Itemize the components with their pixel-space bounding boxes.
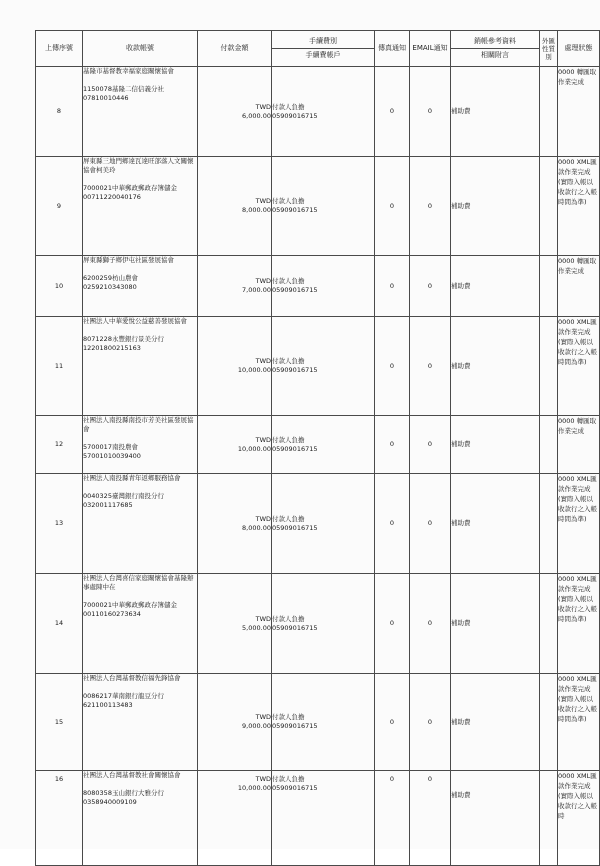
fee-account: 05909016715 <box>272 111 318 120</box>
row-seq: 12 <box>36 416 83 474</box>
row-fee <box>272 67 375 157</box>
row-account <box>83 157 198 256</box>
row-memo: 補助費 <box>451 574 540 674</box>
fee-account: 05909016715 <box>272 444 318 453</box>
row-status: 0000 XML匯款作業完成(實際入帳以收款行之入帳時間為準) <box>558 674 600 771</box>
row-fee <box>272 674 375 771</box>
row-fee <box>272 771 375 866</box>
fee-account: 05909016715 <box>272 784 318 792</box>
payee-account-number: 00110160273634 <box>83 610 141 618</box>
row-account <box>83 67 198 157</box>
row-fee <box>272 317 375 416</box>
row-foreign <box>540 157 558 256</box>
row-account <box>83 416 198 474</box>
row-foreign <box>540 474 558 574</box>
payee-bank: 7000021中華郵政郵政存簿儲金 <box>83 601 177 609</box>
currency: TWD <box>255 197 271 205</box>
header-fee-type: 手續費別 <box>272 35 374 49</box>
row-account <box>83 771 198 866</box>
row-fee <box>272 157 375 256</box>
row-foreign <box>540 67 558 157</box>
header-fax: 傳真通知 <box>375 31 410 67</box>
table-row <box>36 416 600 474</box>
row-fee <box>272 256 375 317</box>
payee-name: 屏東縣三地門鄉達瓦達旺部落人文關懷協會柯美玲 <box>83 157 194 174</box>
header-fee <box>272 31 375 67</box>
row-email: 0 <box>410 771 451 866</box>
fee-account: 05909016715 <box>272 366 318 374</box>
payee-name: 基隆市基督教幸福家庭關懷協會 <box>83 67 174 75</box>
row-status: 0000 轉匯取作業完成 <box>558 416 600 474</box>
row-seq: 13 <box>36 474 83 574</box>
payee-account-number: 00711220040176 <box>83 193 141 201</box>
fee-payer: 付款人負擔 <box>272 614 305 623</box>
currency: TWD <box>255 713 271 721</box>
row-email: 0 <box>410 157 451 256</box>
row-foreign <box>540 416 558 474</box>
table-row <box>36 674 600 771</box>
fee-account: 05909016715 <box>272 722 318 730</box>
amount-value: 9,000.00 <box>242 722 271 730</box>
row-account <box>83 317 198 416</box>
row-status: 0000 轉匯取作業完成 <box>558 67 600 157</box>
row-amount <box>198 157 272 256</box>
payee-bank: 7000021中華郵政郵政存簿儲金 <box>83 184 177 192</box>
header-status: 處理狀態 <box>558 31 600 67</box>
payee-name: 社團法人南投縣青年返鄉服務協會 <box>83 474 181 482</box>
row-fax: 0 <box>375 67 410 157</box>
amount-value: 10,000.00 <box>237 444 271 453</box>
row-seq: 14 <box>36 574 83 674</box>
row-foreign <box>540 256 558 317</box>
currency: TWD <box>255 277 271 285</box>
header-foreign: 外匯性質別 <box>540 31 558 67</box>
amount-value: 10,000.00 <box>237 366 271 374</box>
row-seq: 8 <box>36 67 83 157</box>
header-seq: 上傳序號 <box>36 31 83 67</box>
row-seq: 11 <box>36 317 83 416</box>
currency: TWD <box>255 357 271 365</box>
table-row <box>36 67 600 157</box>
header-row <box>36 31 600 67</box>
payee-name: 屏東縣獅子鄉伊屯社區發展協會 <box>83 256 174 264</box>
payee-bank: 0040325臺灣銀行南投分行 <box>83 492 164 500</box>
amount-value: 10,000.00 <box>237 784 271 792</box>
row-memo: 補助費 <box>451 474 540 574</box>
fee-account: 05909016715 <box>272 623 318 632</box>
row-fee <box>272 416 375 474</box>
row-amount <box>198 256 272 317</box>
row-amount <box>198 771 272 866</box>
payee-name: 社團法人中華愛悅公益慈善發展協會 <box>83 317 187 325</box>
payee-bank: 8071228永豐銀行景美分行 <box>83 335 164 343</box>
row-memo: 補助費 <box>451 157 540 256</box>
table-row <box>36 157 600 256</box>
row-amount <box>198 317 272 416</box>
row-fax: 0 <box>375 317 410 416</box>
row-amount <box>198 474 272 574</box>
fee-payer: 付款人負擔 <box>272 277 305 285</box>
row-status: 0000 XML匯款作業完成(實際入帳以收款行之入帳時間為準) <box>558 574 600 674</box>
row-fee <box>272 574 375 674</box>
payee-bank: 1150078基隆二信信義分社 <box>83 85 164 93</box>
row-email: 0 <box>410 317 451 416</box>
row-fax: 0 <box>375 256 410 317</box>
payee-account-number: 0259210343080 <box>83 283 137 291</box>
row-fax: 0 <box>375 474 410 574</box>
currency: TWD <box>255 435 271 444</box>
payee-account-number: 07810010446 <box>83 94 129 102</box>
currency: TWD <box>255 514 271 523</box>
row-seq: 10 <box>36 256 83 317</box>
row-email: 0 <box>410 674 451 771</box>
fee-payer: 付款人負擔 <box>272 713 305 721</box>
payee-account-number: 12201800215163 <box>83 344 141 352</box>
row-amount <box>198 416 272 474</box>
payee-account-number: 621100113483 <box>83 701 133 709</box>
row-memo: 補助費 <box>451 771 540 866</box>
row-foreign <box>540 771 558 866</box>
table-row <box>36 771 600 866</box>
row-foreign <box>540 574 558 674</box>
fee-account: 05909016715 <box>272 523 318 532</box>
row-account <box>83 256 198 317</box>
row-amount <box>198 574 272 674</box>
payee-account-number: 0358940009109 <box>83 798 137 806</box>
row-status: 0000 XML匯款作業完成(實際入帳以收款行之入帳時間為準) <box>558 317 600 416</box>
header-account: 收款帳號 <box>83 31 198 67</box>
amount-value: 5,000.00 <box>242 623 271 632</box>
fee-payer: 付款人負擔 <box>272 435 305 444</box>
fee-payer: 付款人負擔 <box>272 357 305 365</box>
header-amount: 付款金額 <box>198 31 272 67</box>
row-account <box>83 674 198 771</box>
row-status: 0000 XML匯款作業完成(實際入帳以收款行之入帳時 <box>558 771 600 866</box>
payee-bank: 8080358玉山銀行大雅分行 <box>83 789 164 797</box>
currency: TWD <box>255 775 271 783</box>
row-fax: 0 <box>375 157 410 256</box>
payee-bank: 0086217華南銀行龍豆分行 <box>83 692 164 700</box>
row-fax: 0 <box>375 574 410 674</box>
fee-payer: 付款人負擔 <box>272 514 305 523</box>
row-fax: 0 <box>375 416 410 474</box>
payee-name: 社團法人台灣喜信家庭關懷協會基隆辦事處陳中在 <box>83 574 194 591</box>
fee-account: 05909016715 <box>272 286 318 294</box>
row-memo: 補助費 <box>451 256 540 317</box>
row-email: 0 <box>410 256 451 317</box>
row-status: 0000 XML匯款作業完成(實際入帳以收款行之入帳時間為準) <box>558 474 600 574</box>
payee-account-number: 032001117685 <box>83 501 133 509</box>
row-email: 0 <box>410 67 451 157</box>
row-fax: 0 <box>375 674 410 771</box>
row-fee <box>272 474 375 574</box>
header-fee-account: 手續費帳戶 <box>305 51 341 59</box>
row-memo: 補助費 <box>451 67 540 157</box>
header-email: EMAIL通知 <box>410 31 451 67</box>
row-seq: 9 <box>36 157 83 256</box>
fee-payer: 付款人負擔 <box>272 102 305 111</box>
row-account <box>83 574 198 674</box>
header-memo-ref: 銷帳參考資料 <box>451 35 539 49</box>
row-account <box>83 474 198 574</box>
fee-payer: 付款人負擔 <box>272 775 305 783</box>
row-seq: 16 <box>36 771 83 866</box>
row-foreign <box>540 317 558 416</box>
amount-value: 8,000.00 <box>242 206 271 214</box>
fee-account: 05909016715 <box>272 206 318 214</box>
payee-account-number: 57001010039400 <box>83 452 141 460</box>
row-email: 0 <box>410 416 451 474</box>
row-fax: 0 <box>375 771 410 866</box>
payment-ledger-table <box>35 30 600 866</box>
payee-name: 社團法人南投縣南投市芳美社區發展協會 <box>83 416 194 433</box>
row-status: 0000 XML匯款作業完成(實際入帳以收款行之入帳時間為準) <box>558 157 600 256</box>
amount-value: 6,000.00 <box>242 111 271 120</box>
fee-payer: 付款人負擔 <box>272 197 305 205</box>
table-row <box>36 317 600 416</box>
header-memo-note: 相關附言 <box>481 51 509 59</box>
row-memo: 補助費 <box>451 416 540 474</box>
currency: TWD <box>255 614 271 623</box>
table-row <box>36 574 600 674</box>
payee-name: 社團法人台灣基督教社會關懷協會 <box>83 771 181 779</box>
row-status: 0000 轉匯取作業完成 <box>558 256 600 317</box>
amount-value: 8,000.00 <box>242 523 271 532</box>
payee-bank: 6200259枋山農會 <box>83 274 138 282</box>
row-email: 0 <box>410 574 451 674</box>
row-amount <box>198 674 272 771</box>
payee-name: 社團法人台灣基督教信福先鋒協會 <box>83 674 181 682</box>
table-row <box>36 256 600 317</box>
row-memo: 補助費 <box>451 674 540 771</box>
row-foreign <box>540 674 558 771</box>
row-amount <box>198 67 272 157</box>
row-seq: 15 <box>36 674 83 771</box>
header-memo <box>451 31 540 67</box>
row-memo: 補助費 <box>451 317 540 416</box>
payee-bank: 5700017南投農會 <box>83 443 138 451</box>
currency: TWD <box>255 102 271 111</box>
table-row <box>36 474 600 574</box>
row-email: 0 <box>410 474 451 574</box>
amount-value: 7,000.00 <box>242 286 271 294</box>
